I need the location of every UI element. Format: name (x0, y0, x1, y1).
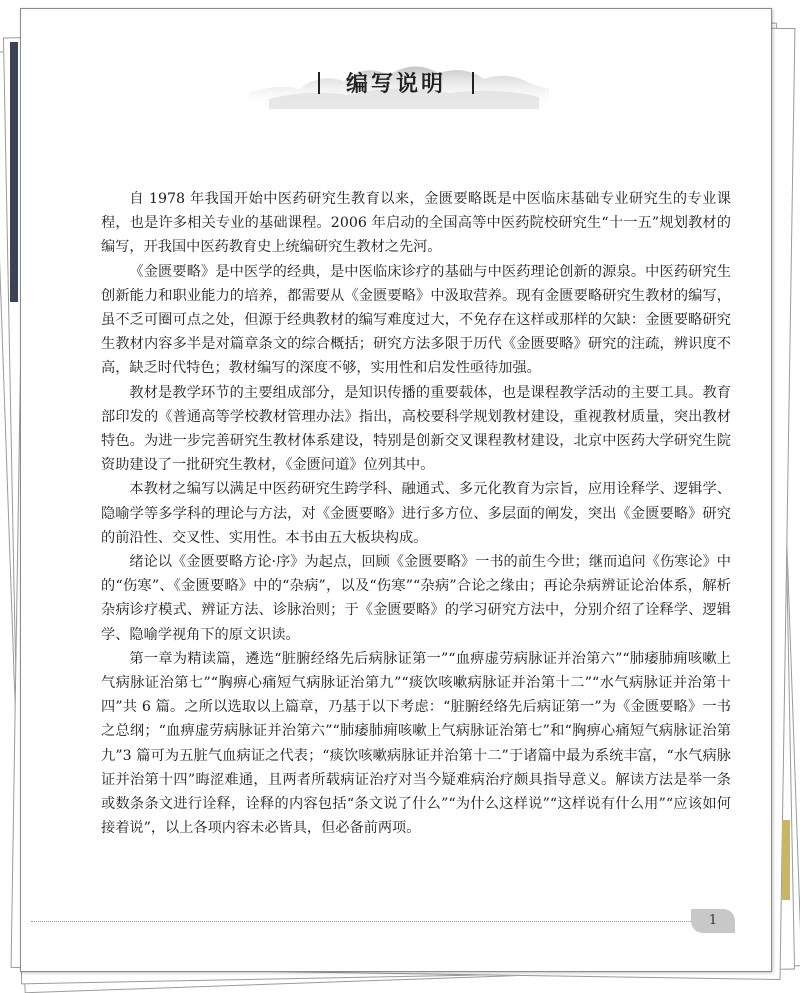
title-banner (21, 53, 771, 123)
page-number: 1 (691, 909, 735, 933)
paragraph: 第一章为精读篇，遴选“脏腑经络先后病脉证第一”“血痹虚劳病脉证并治第六”“肺痿肺痈咳嗽上气病脉证治第七”“胸痹心痛短气病脉证治第九”“痰饮咳嗽病脉证并治第十二”“水气病脉证并治第十四”共 6 篇。之所以选取以上篇章，乃基于以下考虑：“脏腑经络先后病证第一”为《金匮要略》一书之总纲；“血痹虚劳病脉证并治第六”“肺痿肺痈咳嗽上气病脉证治第七”和“胸痹心痛短气病脉证治第九”3 篇可为五脏气血病证之代表；“痰饮咳嗽病脉证并治第十二”于诸篇中最为系统丰富，“水气病脉证并治第十四”晦涩难通，且两者所载病证治疗对当今疑难病治疗颇具指导意义。解读方法是举一条或数条条文进行诠释，诠释的内容包括“条文说了什么”“为什么这样说”“这样说有什么用”“应该如何接着说”，以上各项内容未必皆具，但必备前两项。 (101, 650, 731, 837)
paragraph: 教材是教学环节的主要组成部分，是知识传播的重要载体，也是课程教学活动的主要工具。教育部印发的《普通高等学校教材管理办法》指出，高校要科学规划教材建设，重视教材质量，突出教材特色。为进一步完善研究生教材体系建设，特别是创新交叉课程教材建设，北京中医药大学研究生院资助建设了一批研究生教材，《金匮问道》位列其中。 (101, 384, 731, 474)
title-divider (318, 72, 320, 94)
page-title (21, 67, 771, 98)
footer-divider (31, 921, 701, 922)
paragraph: 本教材之编写以满足中医药研究生跨学科、融通式、多元化教育为宗旨，应用诠释学、逻辑学、隐喻学等多学科的理论与方法，对《金匮要略》进行多方位、多层面的阐发，突出《金匮要略》研究的前沿性、交叉性、实用性。本书由五大板块构成。 (101, 481, 731, 546)
paragraph: 绪论以《金匮要略方论·序》为起点，回顾《金匮要略》一书的前生今世；继而追问《伤寒论》中的“伤寒”、《金匮要略》中的“杂病”，以及“伤寒”“杂病”合论之缘由；再论杂病辨证论治体系，解析杂病诊疗模式、辨证方法、诊脉治则；于《金匮要略》的学习研究方法中，分别介绍了诠释学、逻辑学、隐喻学视角下的原文识读。 (101, 554, 731, 643)
cover-edge-accent (10, 42, 18, 302)
title-divider (472, 72, 474, 94)
title-label: 编写说明 (345, 72, 446, 97)
body-text (101, 187, 731, 840)
document-page (20, 8, 772, 972)
paragraph: 自 1978 年我国开始中医药研究生教育以来，金匮要略既是中医临床基础专业研究生的专业课程，也是许多相关专业的基础课程。2006 年启动的全国高等中医药院校研究生“十一五”规划教材的编写，开我国中医药教育史上统编研究生教材之先河。 (101, 191, 731, 256)
cover-edge-accent (782, 820, 790, 900)
paragraph: 《金匮要略》是中医学的经典，是中医临床诊疗的基础与中医药理论创新的源泉。中医药研究生创新能力和职业能力的培养，都需要从《金匮要略》中汲取营养。现有金匮要略研究生教材的编写，虽不乏可圈可点之处，但源于经典教材的编写难度过大，不免存在这样或那样的欠缺：金匮要略研究生教材内容多半是对篇章条文的综合概括；研究方法多限于历代《金匮要略》研究的注疏，辨识度不高，缺乏时代特色；教材编写的深度不够，实用性和启发性亟待加强。 (101, 263, 731, 377)
